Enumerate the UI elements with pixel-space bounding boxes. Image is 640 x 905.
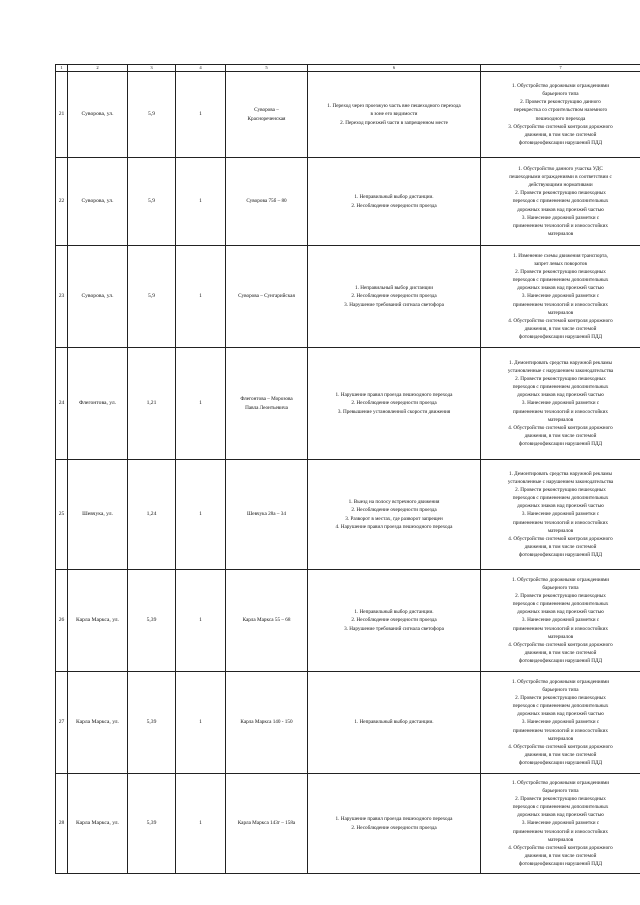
road-length: 5,9 [128, 158, 176, 246]
accident-count: 1 [176, 774, 226, 874]
road-section-line: Флегонтова – Морозова [240, 396, 293, 403]
proposed-measures-line: дорожных знаков над проезжей частью [517, 812, 604, 819]
proposed-measures-line: движения, в том числе системой [524, 751, 597, 758]
proposed-measures-line: дорожных знаков над проезжей частью [517, 285, 604, 292]
proposed-measures-line: 4. Обустройство системой контроля дорожного [508, 317, 613, 324]
accident-causes-line: 1. Неправильный выбор дистанции. [354, 719, 434, 726]
proposed-measures-line: фотовидеофиксации нарушений ПДД [518, 657, 603, 664]
proposed-measures-line: действующими нормативами [528, 182, 593, 189]
table-row [56, 246, 640, 348]
proposed-measures-line: барьерного типа [542, 585, 579, 592]
road-length: 5,39 [128, 774, 176, 874]
row-number: 28 [56, 774, 68, 874]
proposed-measures [481, 246, 640, 348]
road-section [226, 672, 308, 774]
road-section-line: Шевчука 28а – 34 [247, 511, 286, 518]
proposed-measures-line: 2. Провести реконструкцию данного [520, 99, 601, 106]
table-row [56, 570, 640, 672]
proposed-measures-line: пешеходными ограждениями в соответствии с [509, 174, 612, 181]
row-number: 23 [56, 246, 68, 348]
proposed-measures-line: 2. Провести реконструкцию пешеходных [515, 269, 606, 276]
proposed-measures [481, 774, 640, 874]
proposed-measures-line: 1. Обустройство данного участка УДС [518, 166, 603, 173]
proposed-measures-line: 4. Обустройство системой контроля дорожного [508, 535, 613, 542]
road-section [226, 460, 308, 570]
accident-causes-line: 2. Несоблюдение очередности проезда [351, 202, 437, 209]
row-number: 21 [56, 72, 68, 158]
table-row [56, 460, 640, 570]
column-number-4: 4 [176, 65, 226, 72]
accident-count: 1 [176, 460, 226, 570]
accident-count: 1 [176, 72, 226, 158]
road-section-line: Карла Маркса 55 – 68 [242, 617, 291, 624]
accident-count: 1 [176, 348, 226, 460]
proposed-measures-line: дорожных знаков над проезжей частью [517, 711, 604, 718]
proposed-measures-line: движения, в том числе системой [524, 543, 597, 550]
column-number-2: 2 [68, 65, 128, 72]
accident-causes-line: 1. Выезд на полосу встречного движения [348, 499, 440, 506]
proposed-measures-line: барьерного типа [542, 91, 579, 98]
accident-causes-line: 1. Переход через проезжую часть вне пешеходного перехода [327, 103, 461, 110]
proposed-measures [481, 348, 640, 460]
proposed-measures-line: 1. Изменение схемы движения транспорта, [513, 253, 608, 260]
proposed-measures-line: 3. Нанесение дорожной разметки с [521, 400, 600, 407]
proposed-measures-line: дорожных знаков над проезжей частью [517, 392, 604, 399]
road-length: 1,24 [128, 460, 176, 570]
proposed-measures-line: фотовидеофиксации нарушений ПДД [518, 440, 603, 447]
road-length: 5,39 [128, 570, 176, 672]
accident-causes [308, 570, 481, 672]
accident-causes [308, 246, 481, 348]
proposed-measures [481, 158, 640, 246]
road-length: 5,9 [128, 72, 176, 158]
proposed-measures-line: 3. Нанесение дорожной разметки с [521, 719, 600, 726]
proposed-measures-line: дорожных знаков над проезжей частью [517, 206, 604, 213]
column-number-3: 3 [128, 65, 176, 72]
proposed-measures [481, 460, 640, 570]
accident-causes-line: 2. Переход проезжей части в запрещенном месте [340, 119, 448, 126]
accident-causes-line: 1. Нарушение правил проезда пешеходного перехода [335, 392, 453, 399]
proposed-measures-line: применением технологий и износостойких [513, 222, 608, 229]
proposed-measures-line: материалов [547, 309, 574, 316]
row-number: 24 [56, 348, 68, 460]
proposed-measures-line: 2. Провести реконструкцию пешеходных [515, 593, 606, 600]
proposed-measures-line: установленные с нарушением законодательства [507, 368, 614, 375]
accident-causes [308, 158, 481, 246]
accident-count: 1 [176, 672, 226, 774]
accident-causes-line: 2. Несоблюдение очередности проезда [351, 824, 437, 831]
road-length: 5,9 [128, 246, 176, 348]
proposed-measures-line: 3. Нанесение дорожной разметки с [521, 617, 600, 624]
proposed-measures-line: барьерного типа [542, 788, 579, 795]
proposed-measures-line: фотовидеофиксации нарушений ПДД [518, 759, 603, 766]
road-section-line: Суворова – Сунгарийская [238, 293, 295, 300]
road-section-line: Карла Маркса 143г – 158а [237, 820, 296, 827]
proposed-measures-line: материалов [547, 633, 574, 640]
road-section [226, 158, 308, 246]
proposed-measures-line: 1. Демонтировать средства наружной рекламы [508, 471, 612, 478]
accident-causes-line: 1. Неправильный выбор дистанции. [354, 609, 434, 616]
street-name: Карла Маркса, ул. [68, 774, 128, 874]
accident-causes-line: 4. Нарушение правил проезда пешеходного перехода [335, 523, 453, 530]
road-length: 1,21 [128, 348, 176, 460]
street-name: Шевчука, ул. [68, 460, 128, 570]
road-section-line: Краснореченская [247, 115, 286, 122]
road-length: 5,39 [128, 672, 176, 774]
accident-causes-line: 3. Нарушение требований сигнала светофора [344, 625, 444, 632]
column-number-7: 7 [481, 65, 640, 72]
proposed-measures-line: 1. Обустройство дорожными ограждениями [511, 83, 610, 90]
accident-causes-line: в зоне его видимости [370, 111, 418, 118]
proposed-measures-line: запрет левых поворотов [534, 261, 587, 268]
proposed-measures-line: переходов с применением дополнительных [512, 804, 609, 811]
column-number-5: 5 [226, 65, 308, 72]
proposed-measures-line: применением технологий и износостойких [513, 828, 608, 835]
proposed-measures-line: 1. Обустройство дорожными ограждениями [511, 577, 610, 584]
proposed-measures-line: применением технологий и износостойких [513, 301, 608, 308]
road-section [226, 72, 308, 158]
proposed-measures-line: переходов с применением дополнительных [512, 495, 609, 502]
accident-causes-line: 2. Несоблюдение очередности проезда [351, 293, 437, 300]
proposed-measures-line: движения, в том числе системой [524, 432, 597, 439]
accident-count: 1 [176, 570, 226, 672]
proposed-measures-line: фотовидеофиксации нарушений ПДД [518, 333, 603, 340]
proposed-measures-line: фотовидеофиксации нарушений ПДД [518, 551, 603, 558]
road-section [226, 246, 308, 348]
proposed-measures-line: переходов с применением дополнительных [512, 384, 609, 391]
accident-causes [308, 348, 481, 460]
accident-causes-line: 2. Несоблюдение очередности проезда [351, 617, 437, 624]
table-body [56, 65, 640, 874]
column-number-6: 6 [308, 65, 481, 72]
proposed-measures-line: материалов [547, 230, 574, 237]
proposed-measures-line: пешеходного перехода [535, 115, 586, 122]
proposed-measures-line: барьерного типа [542, 687, 579, 694]
accident-causes-line: 3. Разворот в местах, где разворот запрещен [345, 515, 443, 522]
proposed-measures [481, 570, 640, 672]
accident-causes-line: 3. Нарушение требований сигнала светофора [344, 301, 444, 308]
street-name: Карла Маркса, ул. [68, 672, 128, 774]
proposed-measures-line: 3. Нанесение дорожной разметки с [521, 511, 600, 518]
proposed-measures-line: дорожных знаков над проезжей частью [517, 609, 604, 616]
document-page [55, 64, 640, 874]
street-name: Суворова, ул. [68, 72, 128, 158]
proposed-measures-line: 4. Обустройство системой контроля дорожного [508, 424, 613, 431]
street-name: Суворова, ул. [68, 246, 128, 348]
proposed-measures-line: установленные с нарушением законодательства [507, 479, 614, 486]
table-row [56, 672, 640, 774]
road-section-line: Павла Леонтьевича [245, 404, 288, 411]
proposed-measures-line: переходов с применением дополнительных [512, 277, 609, 284]
proposed-measures-line: переходов с применением дополнительных [512, 198, 609, 205]
proposed-measures-line: 3. Нанесение дорожной разметки с [521, 293, 600, 300]
proposed-measures-line: фотовидеофиксации нарушений ПДД [518, 139, 603, 146]
row-number: 27 [56, 672, 68, 774]
accident-causes-line: 1. Неправильный выбор дистанции. [354, 194, 434, 201]
accident-sites-table [55, 64, 640, 874]
proposed-measures-line: 1. Демонтировать средства наружной рекламы [508, 360, 612, 367]
proposed-measures-line: материалов [547, 735, 574, 742]
street-name: Карла Маркса, ул. [68, 570, 128, 672]
accident-causes-line: 2. Несоблюдение очередности проезда [351, 400, 437, 407]
row-number: 22 [56, 158, 68, 246]
proposed-measures-line: 1. Обустройство дорожными ограждениями [511, 679, 610, 686]
accident-causes-line: 3. Превышение установленной скорости движения [337, 408, 451, 415]
proposed-measures-line: 2. Провести реконструкцию пешеходных [515, 796, 606, 803]
proposed-measures-line: дорожных знаков над проезжей частью [517, 503, 604, 510]
proposed-measures-line: 2. Провести реконструкцию пешеходных [515, 376, 606, 383]
proposed-measures-line: применением технологий и износостойких [513, 625, 608, 632]
proposed-measures-line: перекрестка со строительством наземного [513, 107, 608, 114]
accident-causes [308, 774, 481, 874]
table-row [56, 348, 640, 460]
accident-causes-line: 1. Нарушение правил проезда пешеходного перехода [335, 816, 453, 823]
accident-causes-line: 1. Неправильный выбор дистанции [355, 285, 433, 292]
proposed-measures-line: 2. Провести реконструкцию пешеходных [515, 487, 606, 494]
road-section [226, 348, 308, 460]
road-section [226, 774, 308, 874]
accident-causes-line: 2. Несоблюдение очередности проезда [351, 507, 437, 514]
row-number: 25 [56, 460, 68, 570]
proposed-measures-line: движения, в том числе системой [524, 649, 597, 656]
proposed-measures-line: 4. Обустройство системой контроля дорожного [508, 844, 613, 851]
proposed-measures [481, 672, 640, 774]
road-section-line: Суворова – [254, 107, 279, 114]
proposed-measures-line: материалов [547, 836, 574, 843]
column-number-row [56, 65, 640, 72]
street-name: Флегонтова, ул. [68, 348, 128, 460]
table-row [56, 158, 640, 246]
proposed-measures-line: 2. Провести реконструкцию пешеходных [515, 190, 606, 197]
street-name: Суворова, ул. [68, 158, 128, 246]
proposed-measures-line: 2. Провести реконструкцию пешеходных [515, 695, 606, 702]
proposed-measures-line: движения, в том числе системой [524, 852, 597, 859]
proposed-measures-line: переходов с применением дополнительных [512, 601, 609, 608]
proposed-measures-line: 4. Обустройство системой контроля дорожного [508, 641, 613, 648]
proposed-measures-line: 3. Обустройство системой контроля дорожного [508, 123, 613, 130]
proposed-measures-line: материалов [547, 527, 574, 534]
proposed-measures-line: 3. Нанесение дорожной разметки с [521, 214, 600, 221]
road-section [226, 570, 308, 672]
proposed-measures-line: применением технологий и износостойких [513, 408, 608, 415]
accident-causes [308, 460, 481, 570]
proposed-measures-line: 3. Нанесение дорожной разметки с [521, 820, 600, 827]
proposed-measures-line: материалов [547, 416, 574, 423]
accident-count: 1 [176, 158, 226, 246]
row-number: 26 [56, 570, 68, 672]
proposed-measures-line: движения, в том числе системой [524, 325, 597, 332]
proposed-measures-line: переходов с применением дополнительных [512, 703, 609, 710]
accident-causes [308, 672, 481, 774]
column-number-1: 1 [56, 65, 68, 72]
road-section-line: Карла Маркса 140 - 150 [240, 719, 293, 726]
road-section-line: Суворова 75б – 80 [246, 198, 287, 205]
proposed-measures-line: движения, в том числе системой [524, 131, 597, 138]
proposed-measures [481, 72, 640, 158]
proposed-measures-line: применением технологий и износостойких [513, 727, 608, 734]
table-row [56, 774, 640, 874]
proposed-measures-line: фотовидеофиксации нарушений ПДД [518, 860, 603, 867]
accident-causes [308, 72, 481, 158]
proposed-measures-line: применением технологий и износостойких [513, 519, 608, 526]
accident-count: 1 [176, 246, 226, 348]
proposed-measures-line: 4. Обустройство системой контроля дорожного [508, 743, 613, 750]
table-row [56, 72, 640, 158]
proposed-measures-line: 1. Обустройство дорожными ограждениями [511, 780, 610, 787]
